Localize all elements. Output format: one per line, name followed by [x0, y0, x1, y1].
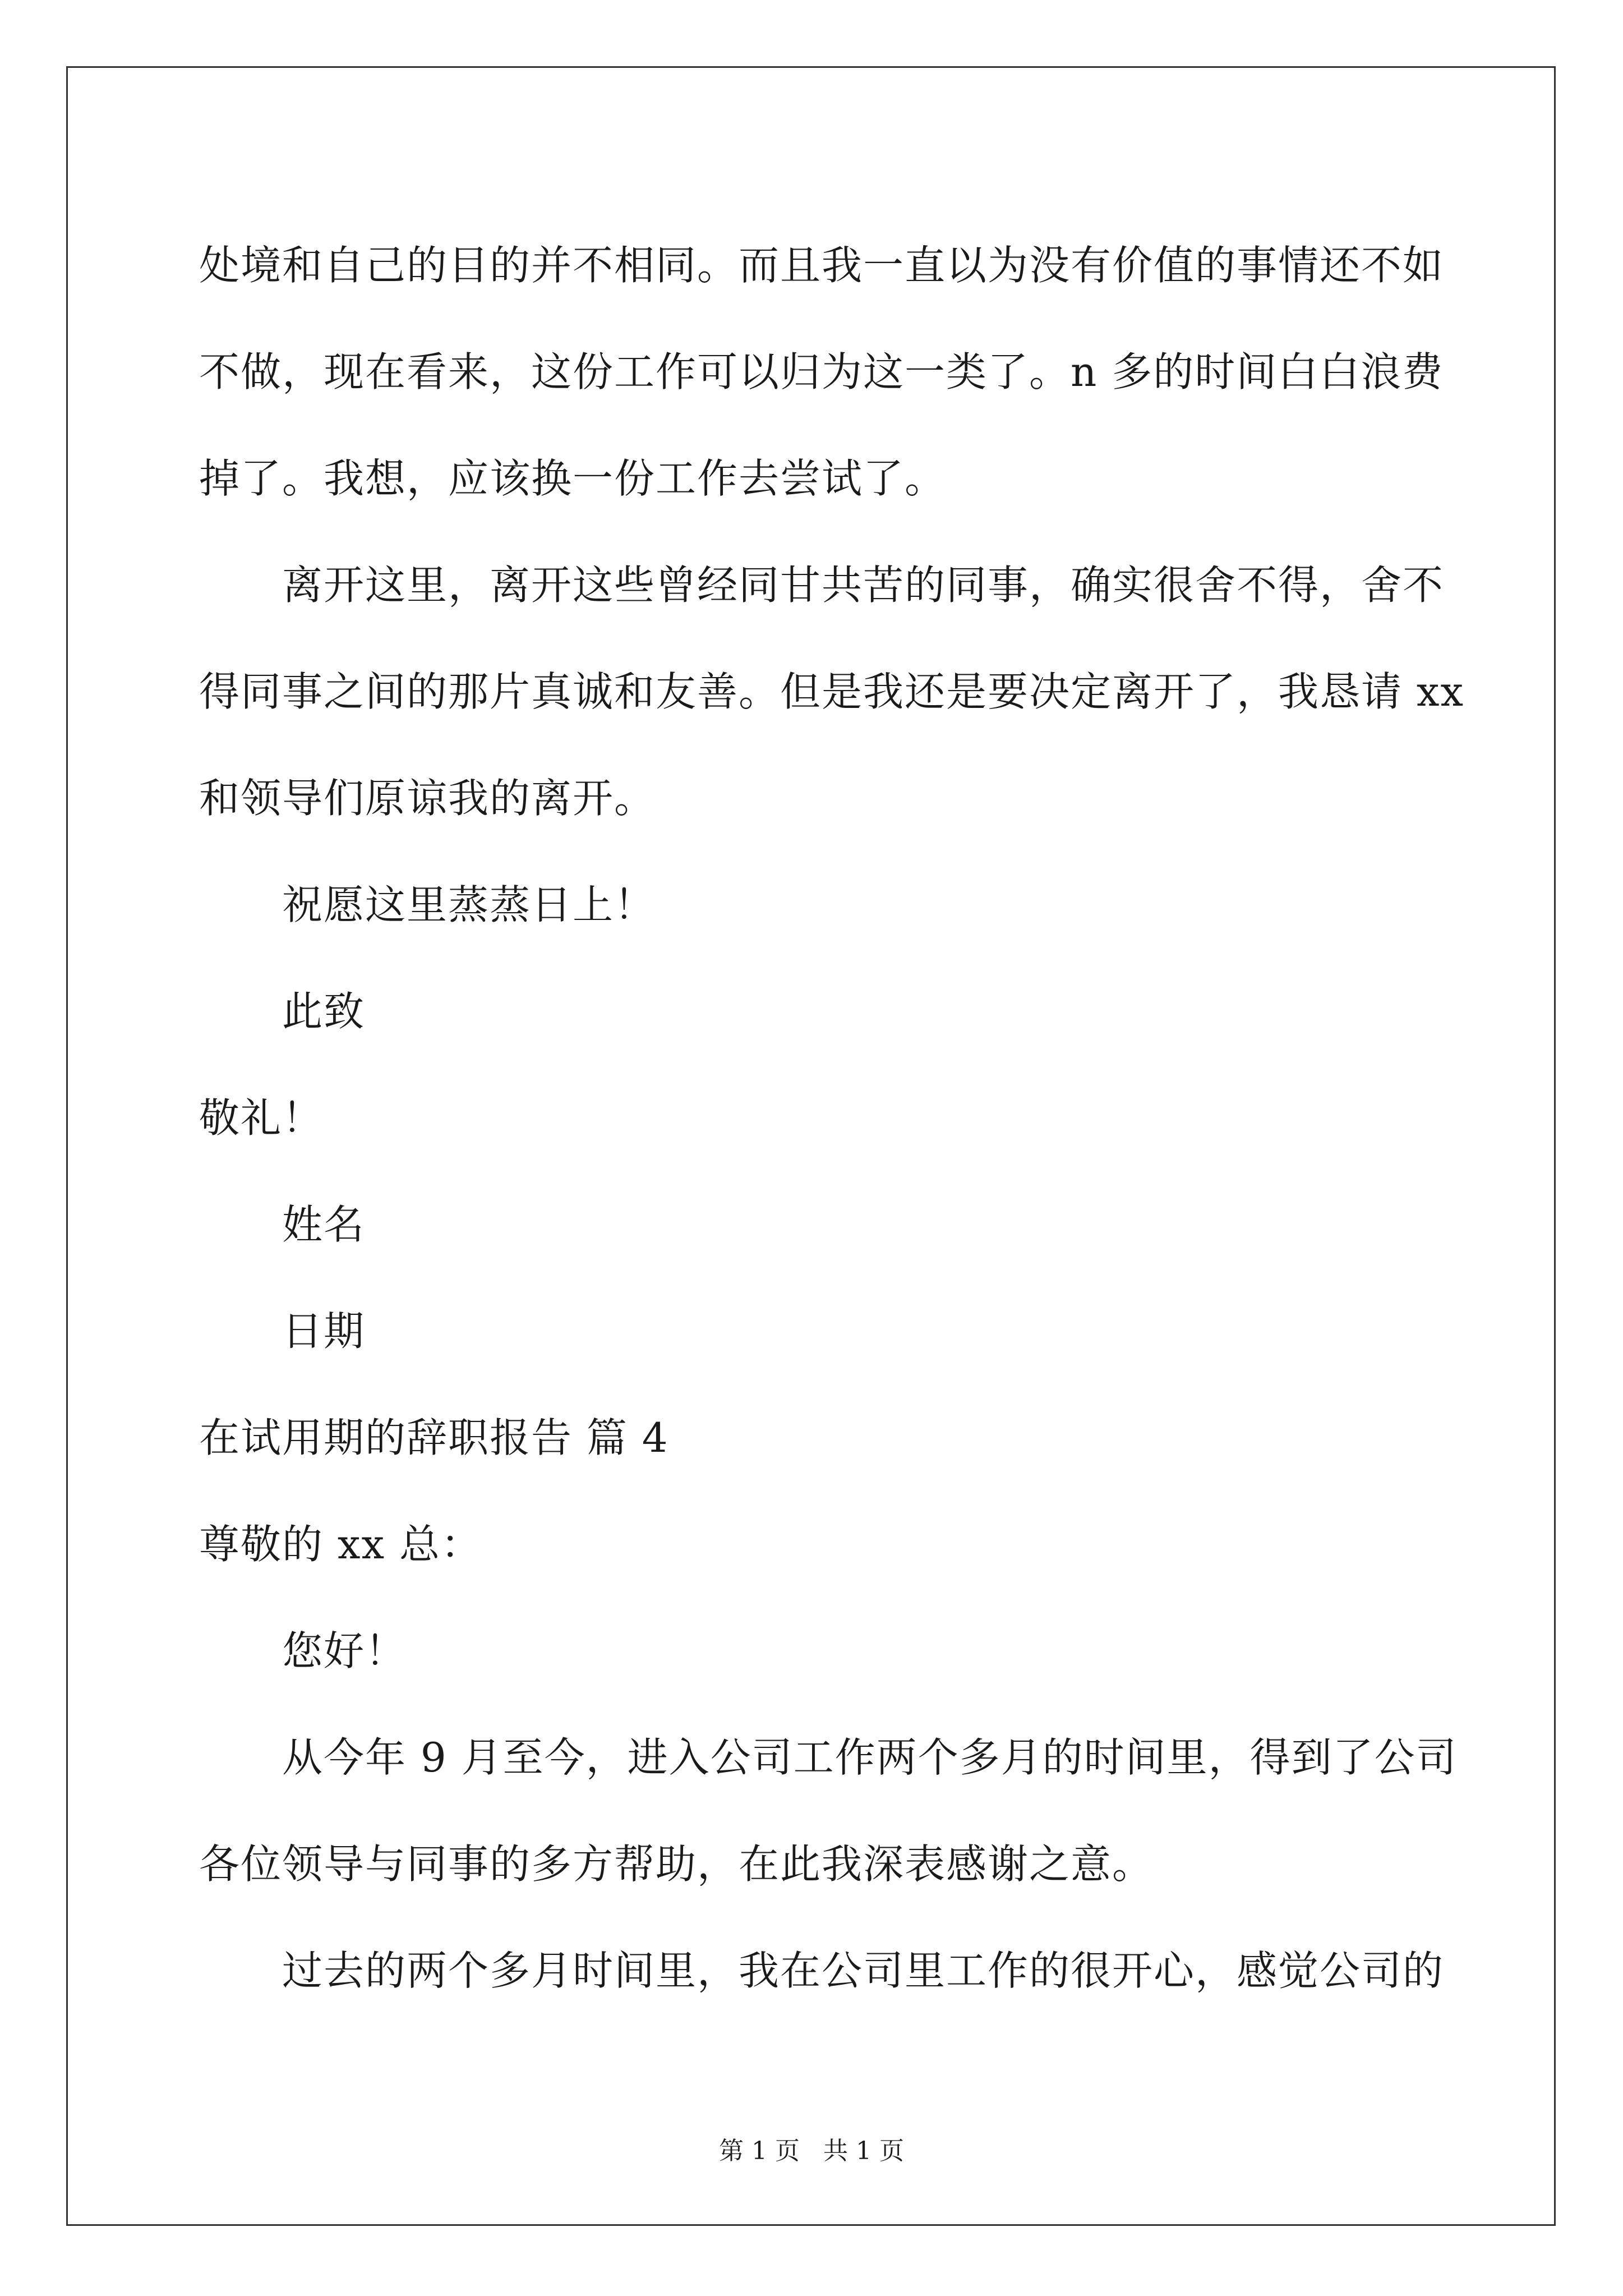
text-line-6: 和领导们原谅我的离开。 — [199, 775, 656, 822]
text-line-11: 日期 — [282, 1308, 366, 1355]
page-footer — [0, 2134, 1623, 2168]
greeting: 您好！ — [282, 1627, 407, 1674]
page-total: 共 1 页 — [823, 2137, 904, 2165]
text-line-10: 姓名 — [282, 1201, 366, 1248]
text-line-16: 各位领导与同事的多方帮助，在此我深表感谢之意。 — [199, 1841, 1154, 1888]
text-line-3: 掉了。我想，应该换一份工作去尝试了。 — [199, 455, 947, 502]
text-line-15: 从今年 9 月至今，进入公司工作两个多月的时间里，得到了公司 — [282, 1734, 1458, 1781]
section-heading: 在试用期的辞职报告 篇 4 — [199, 1414, 669, 1461]
page-number: 第 1 页 — [719, 2137, 800, 2165]
text-line-1: 处境和自己的目的并不相同。而且我一直以为没有价值的事情还不如 — [199, 242, 1445, 289]
salutation: 尊敬的 xx 总： — [199, 1521, 482, 1568]
document-body — [199, 212, 1465, 2024]
text-line-8: 此致 — [282, 988, 366, 1035]
text-line-2: 不做，现在看来，这份工作可以归为这一类了。n 多的时间白白浪费 — [199, 348, 1444, 395]
text-line-17: 过去的两个多月时间里，我在公司里工作的很开心，感觉公司的 — [282, 1947, 1445, 1994]
text-line-4: 离开这里，离开这些曾经同甘共苦的同事，确实很舍不得，舍不 — [282, 562, 1445, 609]
text-line-7: 祝愿这里蒸蒸日上！ — [282, 881, 656, 928]
text-line-9: 敬礼！ — [199, 1094, 324, 1142]
text-line-5: 得同事之间的那片真诚和友善。但是我还是要决定离开了，我恳请 xx — [199, 668, 1465, 715]
